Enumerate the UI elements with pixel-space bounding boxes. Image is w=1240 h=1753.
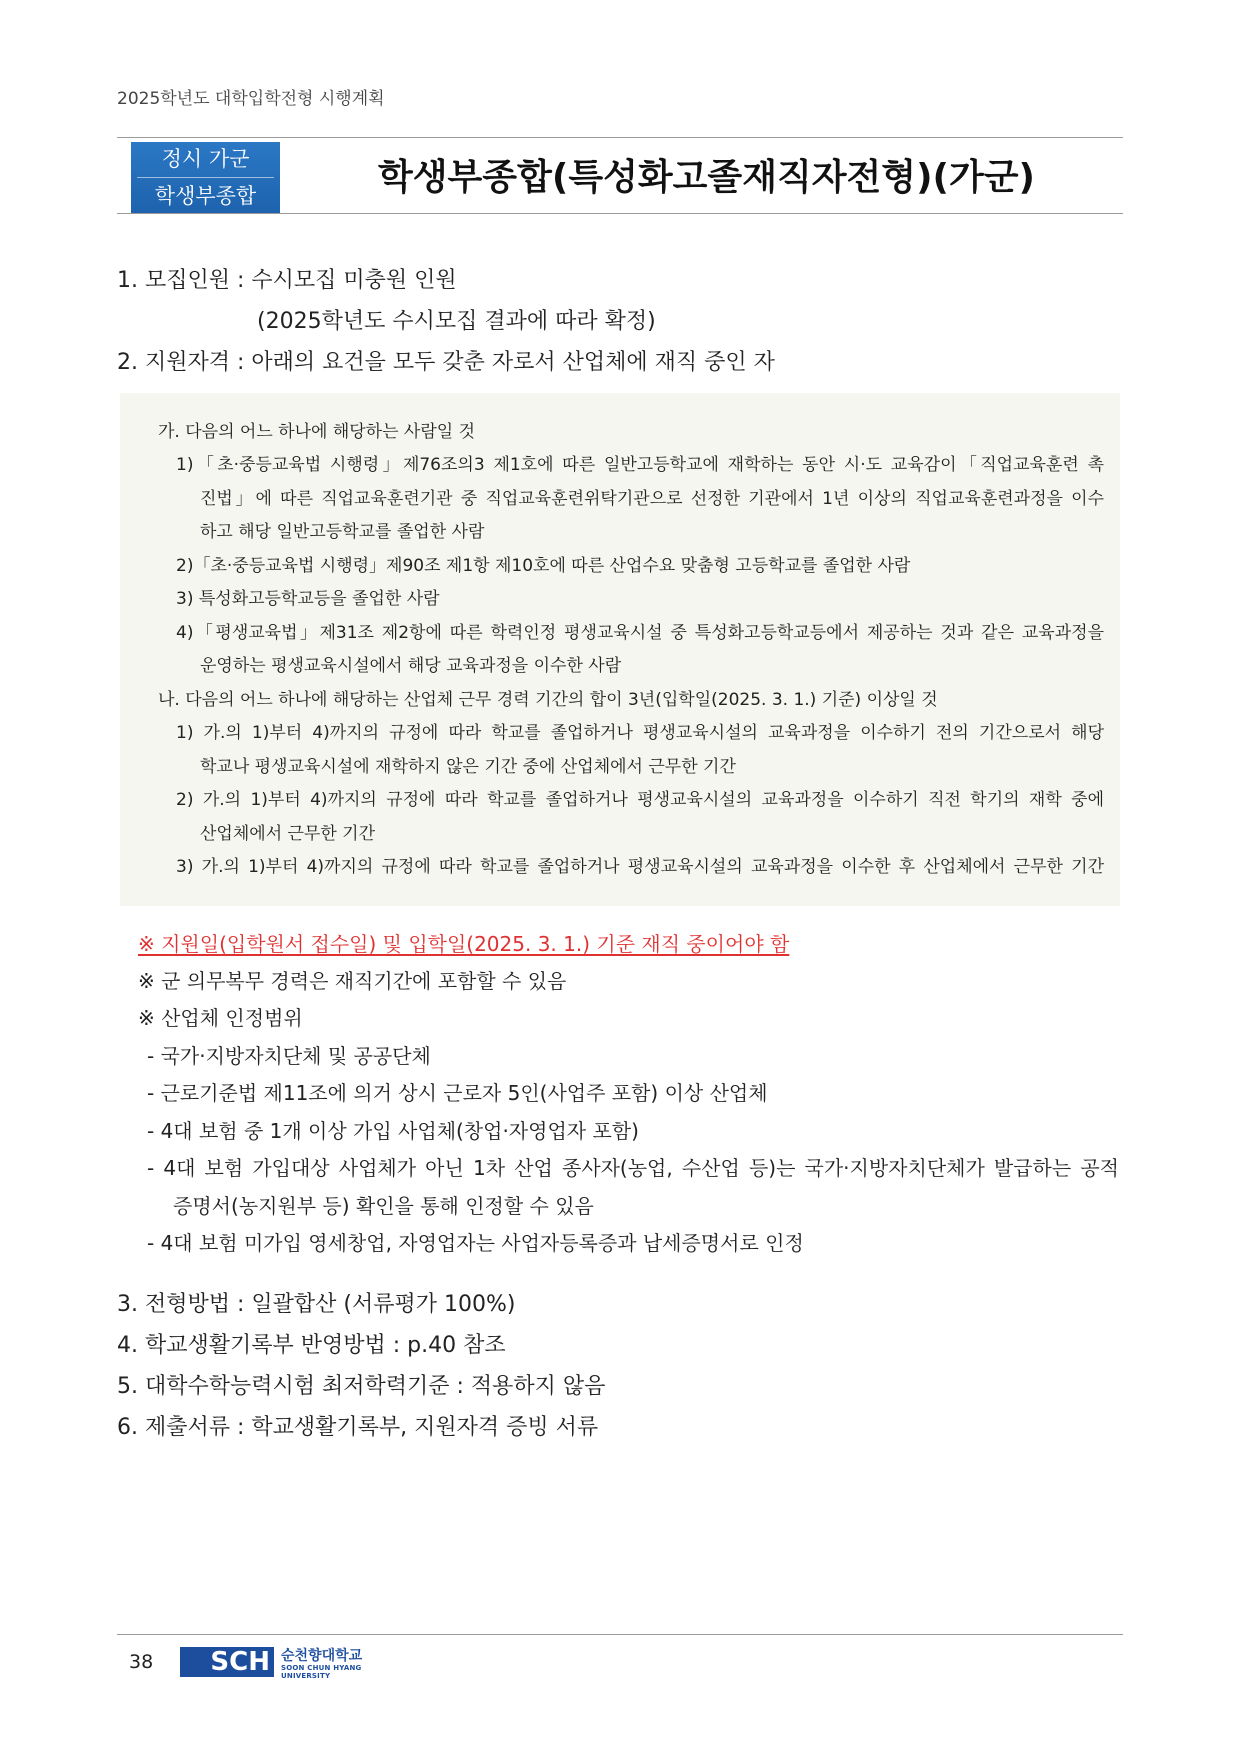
- logo-mark: SCH: [180, 1647, 274, 1677]
- na-heading: 나. 다음의 어느 하나에 해당하는 산업체 근무 경력 기간의 합이 3년(입학일(2025. 3. 1.) 기준) 이상일 것: [158, 690, 938, 710]
- logo-korean-name: 순천향대학교: [281, 1648, 363, 1664]
- na-item-3: 3) 가.의 1)부터 4)까지의 규정에 따라 학교를 졸업하거나 평생교육시설의 교육과정을 이수한 후 산업체에서 근무한 기간: [176, 857, 1104, 877]
- footer-rule: [117, 1634, 1123, 1635]
- ga-heading: 가. 다음의 어느 하나에 해당하는 사람일 것: [158, 422, 476, 442]
- scope-item-3: - 4대 보험 중 1개 이상 가입 사업체(창업·자영업자 포함): [147, 1119, 639, 1143]
- notice-industry-scope: ※ 산업체 인정범위: [138, 1006, 303, 1030]
- ga-item-3: 3) 특성화고등학교등을 졸업한 사람: [176, 589, 440, 609]
- scope-item-5: - 4대 보험 미가입 영세창업, 자영업자는 사업자등록증과 납세증명서로 인정: [147, 1231, 804, 1255]
- section-1-note: (2025학년도 수시모집 결과에 따라 확정): [257, 309, 656, 334]
- page-title: 학생부종합(특성화고졸재직자전형)(가군): [377, 157, 1035, 198]
- header-rule-top: [117, 137, 1123, 138]
- section-3-method: 3. 전형방법 : 일괄합산 (서류평가 100%): [117, 1292, 516, 1317]
- running-head: 2025학년도 대학입학전형 시행계획: [117, 89, 385, 109]
- ga-item-1-line1: 1)「초·중등교육법 시행령」제76조의3 제1호에 따른 일반고등학교에 재학하는 동안 시·도 교육감이「직업교육훈련 촉: [176, 455, 1104, 475]
- na-item-1-line2: 학교나 평생교육시설에 재학하지 않은 기간 중에 산업체에서 근무한 기간: [200, 757, 736, 777]
- na-item-2-line2: 산업체에서 근무한 기간: [200, 824, 376, 844]
- scope-item-2: - 근로기준법 제11조에 의거 상시 근로자 5인(사업주 포함) 이상 산업체: [147, 1081, 768, 1105]
- ga-item-4-line2: 운영하는 평생교육시설에서 해당 교육과정을 이수한 사람: [200, 656, 622, 676]
- section-1-recruitment: 1. 모집인원 : 수시모집 미충원 인원: [117, 268, 457, 293]
- eligibility-box: [120, 393, 1120, 906]
- notice-red: ※ 지원일(입학원서 접수일) 및 입학일(2025. 3. 1.) 기준 재직 중이어야 함: [138, 932, 790, 956]
- ga-item-1-line2: 진법」에 따른 직업교육훈련기관 중 직업교육훈련위탁기관으로 선정한 기관에서 1년 이상의 직업교육훈련과정을 이수: [200, 489, 1104, 509]
- na-item-1-line1: 1) 가.의 1)부터 4)까지의 규정에 따라 학교를 졸업하거나 평생교육시설의 교육과정을 이수하기 전의 기간으로서 해당: [176, 723, 1104, 743]
- logo-english-line1: SOON CHUN HYANG: [281, 1664, 362, 1672]
- scope-item-1: - 국가·지방자치단체 및 공공단체: [147, 1044, 431, 1068]
- notice-military: ※ 군 의무복무 경력은 재직기간에 포함할 수 있음: [138, 969, 567, 993]
- scope-item-4-line2: 증명서(농지원부 등) 확인을 통해 인정할 수 있음: [173, 1194, 594, 1218]
- category-badge: [131, 142, 280, 214]
- na-item-2-line1: 2) 가.의 1)부터 4)까지의 규정에 따라 학교를 졸업하거나 평생교육시설의 교육과정을 이수하기 직전 학기의 재학 중에: [176, 790, 1104, 810]
- header-rule-bottom: [117, 213, 1123, 214]
- scope-item-4-line1: - 4대 보험 가입대상 사업체가 아닌 1차 산업 종사자(농업, 수산업 등)는 국가·지방자치단체가 발급하는 공적: [147, 1156, 1119, 1180]
- section-2-eligibility: 2. 지원자격 : 아래의 요건을 모두 갖춘 자로서 산업체에 재직 중인 자: [117, 350, 775, 375]
- page-number: 38: [129, 1651, 154, 1673]
- section-6-documents: 6. 제출서류 : 학교생활기록부, 지원자격 증빙 서류: [117, 1415, 599, 1440]
- badge-line1: 정시 가군: [161, 147, 250, 171]
- ga-item-1-line3: 하고 해당 일반고등학교를 졸업한 사람: [200, 522, 485, 542]
- badge-line2: 학생부종합: [154, 184, 257, 208]
- section-4-record: 4. 학교생활기록부 반영방법 : p.40 참조: [117, 1333, 506, 1358]
- section-5-csat: 5. 대학수학능력시험 최저학력기준 : 적용하지 않음: [117, 1374, 606, 1399]
- ga-item-4-line1: 4)「평생교육법」제31조 제2항에 따른 학력인정 평생교육시설 중 특성화고등학교등에서 제공하는 것과 같은 교육과정을: [176, 623, 1104, 643]
- university-logo: [180, 1643, 370, 1683]
- logo-english-line2: UNIVERSITY: [281, 1672, 331, 1680]
- ga-item-2: 2)「초·중등교육법 시행령」제90조 제1항 제10호에 따른 산업수요 맞춤형 고등학교를 졸업한 사람: [176, 556, 911, 576]
